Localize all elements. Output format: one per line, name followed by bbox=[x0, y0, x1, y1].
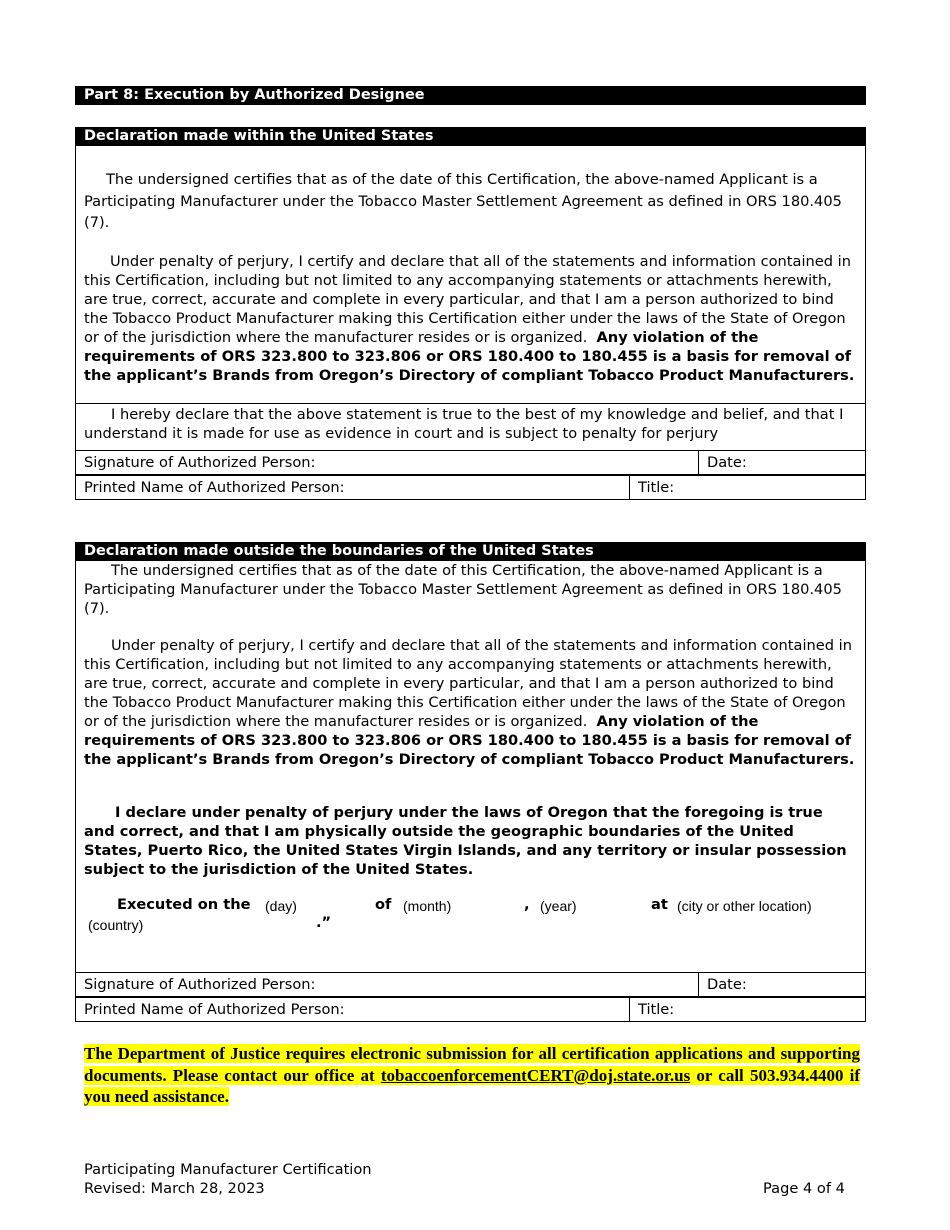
at-label: at bbox=[651, 896, 668, 913]
contact-email-link[interactable]: tobaccoenforcementCERT@doj.state.or.us bbox=[380, 1065, 691, 1085]
executed-on-label: Executed on the bbox=[117, 896, 251, 913]
us-para-certify: The undersigned certifies that as of the date of this Certification, the above-named Applicant is a Participating Manufacturer under the Tobacco Master Settlement Agreement as defined in ORS 180.405 (7). bbox=[84, 171, 842, 231]
year-field[interactable]: (year) bbox=[540, 898, 577, 914]
us-printed-name-label: Printed Name of Authorized Person: bbox=[84, 479, 345, 496]
us-date-field[interactable] bbox=[699, 451, 865, 474]
notice-text-after: or call 503.934.4400 if you need assistance. bbox=[84, 1065, 860, 1106]
location-field[interactable]: (city or other location) bbox=[677, 898, 812, 914]
foreign-para-perjury-bold: Any violation of the requirements of ORS 323.800 to 323.806 or ORS 180.400 to 180.455 is a basis for removal of the applicant’s Brands from Oregon’s Directory of compliant Tobacco Product Manufacturers. bbox=[84, 713, 855, 768]
foreign-printed-name-label: Printed Name of Authorized Person: bbox=[84, 1001, 345, 1018]
part-header: Part 8: Execution by Authorized Designee bbox=[75, 86, 866, 105]
us-para-perjury-bold: Any violation of the requirements of ORS 323.800 to 323.806 or ORS 180.400 to 180.455 is a basis for removal of the applicant’s Brands from Oregon’s Directory of compliant Tobacco Product Manufacturers. bbox=[84, 329, 855, 384]
us-date-label: Date: bbox=[707, 454, 747, 471]
of-label: of bbox=[375, 896, 392, 913]
foreign-signature-row bbox=[75, 972, 866, 997]
notice-text-before: The Department of Justice requires electronic submission for all certification applications and supporting documents. Please contact our office at bbox=[84, 1044, 860, 1085]
foreign-title-field[interactable] bbox=[630, 998, 865, 1021]
day-field[interactable]: (day) bbox=[265, 898, 297, 914]
country-field[interactable]: (country) bbox=[88, 917, 144, 933]
foreign-title-label: Title: bbox=[638, 1001, 675, 1018]
us-printed-name-field[interactable] bbox=[76, 476, 629, 499]
us-para-perjury bbox=[84, 252, 856, 385]
foreign-printed-name-field[interactable] bbox=[76, 998, 629, 1021]
foreign-section-header: Declaration made outside the boundaries of the United States bbox=[75, 542, 866, 561]
us-signature-row bbox=[75, 450, 866, 475]
foreign-date-field[interactable] bbox=[699, 973, 865, 996]
us-section-header: Declaration made within the United States bbox=[75, 127, 866, 146]
footer-revised-date: Revised: March 28, 2023 bbox=[84, 1180, 265, 1197]
us-printed-name-row bbox=[75, 475, 866, 500]
us-para-declare: I hereby declare that the above statement is true to the best of my knowledge and belief, and that I understand it is made for use as evidence in court and is subject to penalty for perjury bbox=[84, 406, 844, 442]
comma-separator: , bbox=[524, 896, 530, 913]
footer-page-number: Page 4 of 4 bbox=[763, 1180, 845, 1197]
foreign-para-perjury bbox=[84, 636, 856, 769]
foreign-date-label: Date: bbox=[707, 976, 747, 993]
us-title-field[interactable] bbox=[630, 476, 865, 499]
us-para-perjury-text: Under penalty of perjury, I certify and declare that all of the statements and information contained in this Certification, including but not limited to any accompanying statements or attachments herewith, are true, correct, accurate and complete in every particular, and that I am a person authorized to bind the Tobacco Product Manufacturer making this Certification either under the laws of the State of Oregon or of the jurisdiction where the manufacturer resides or is organized. bbox=[84, 253, 851, 346]
footer-form-name: Participating Manufacturer Certification bbox=[84, 1161, 372, 1178]
us-title-label: Title: bbox=[638, 479, 675, 496]
foreign-para-certify: The undersigned certifies that as of the date of this Certification, the above-named Applicant is a Participating Manufacturer under the Tobacco Master Settlement Agreement as defined in ORS 180.405 (7). bbox=[84, 562, 842, 617]
us-signature-field[interactable] bbox=[76, 451, 698, 474]
foreign-signature-label: Signature of Authorized Person: bbox=[84, 976, 316, 993]
foreign-signature-field[interactable] bbox=[76, 973, 698, 996]
us-signature-label: Signature of Authorized Person: bbox=[84, 454, 316, 471]
closing-quote: .” bbox=[316, 914, 332, 931]
foreign-para-declare: I declare under penalty of perjury under the laws of Oregon that the foregoing is true and correct, and that I am physically outside the geographic boundaries of the United States, Puerto Rico, the United States Virgin Islands, and any territory or insular possession subject to the jurisdiction of the United States. bbox=[84, 804, 847, 878]
foreign-printed-name-row bbox=[75, 997, 866, 1022]
month-field[interactable]: (month) bbox=[403, 898, 452, 914]
electronic-submission-notice bbox=[84, 1043, 860, 1108]
foreign-para-perjury-text: Under penalty of perjury, I certify and declare that all of the statements and information contained in this Certification, including but not limited to any accompanying statements or attachments herewith, are true, correct, accurate and complete in every particular, and that I am a person authorized to bind the Tobacco Product Manufacturer making this Certification either under the laws of the State of Oregon or of the jurisdiction where the manufacturer resides or is organized. bbox=[84, 637, 852, 730]
